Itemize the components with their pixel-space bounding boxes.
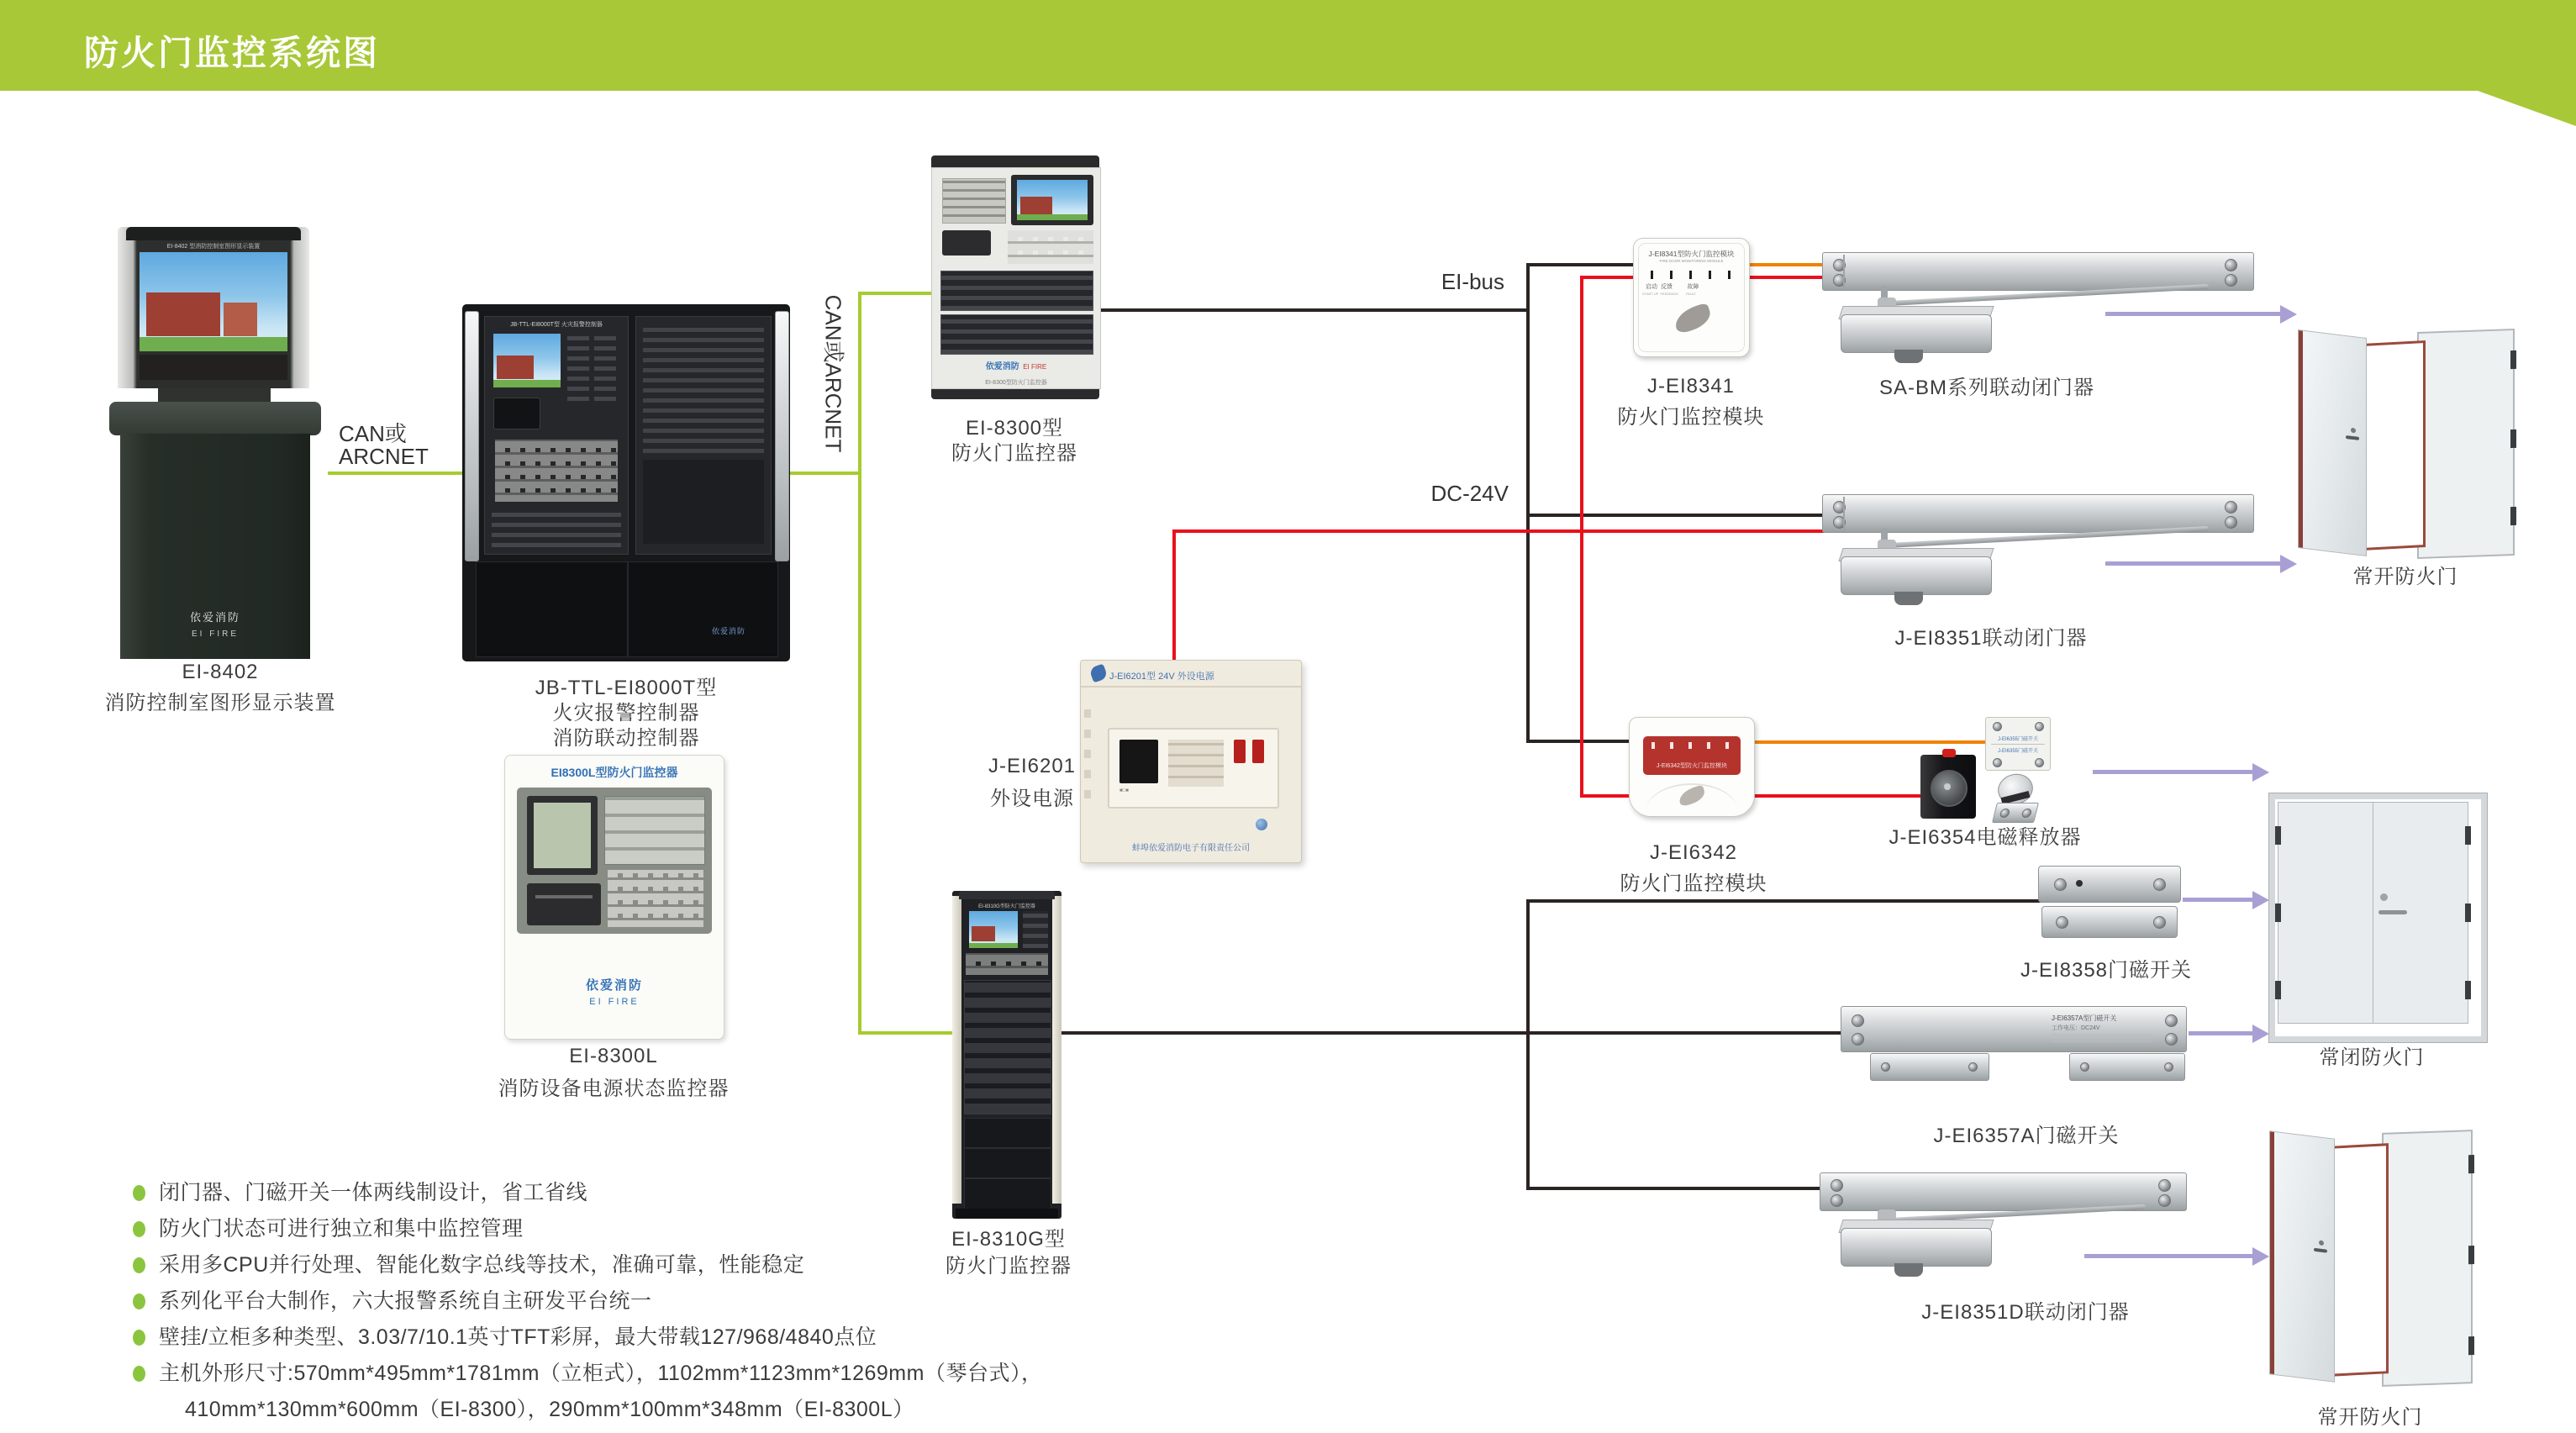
caption-jei6342-1: J-EI6342 bbox=[1649, 841, 1738, 864]
jei6357a-bar-sub: 工作电压：DC24V bbox=[2052, 1025, 2100, 1031]
ei8300-led-grid bbox=[942, 178, 1006, 224]
bullet-icon bbox=[133, 1293, 145, 1309]
jei6354-release-button bbox=[1942, 749, 1956, 757]
jei6201-display bbox=[1119, 740, 1158, 783]
device-jei6354-magnet bbox=[1920, 755, 1976, 819]
device-jei6354-plate bbox=[1993, 774, 2036, 823]
jei8358-lower-block bbox=[2041, 906, 2178, 938]
caption-door-closed: 常闭防火门 bbox=[2319, 1046, 2425, 1069]
caption-jei8358: J-EI8358门磁开关 bbox=[2020, 959, 2193, 982]
device-jei6354-pcb bbox=[1985, 717, 2051, 771]
device-jei8341: J-EI8341型防火门监控模块 FIRE DOOR MONITORING MODULE 启动 反馈 故障 START UP FEEDBACK FAULT bbox=[1633, 238, 1750, 357]
wire-can-to-ei8310g bbox=[860, 1031, 956, 1035]
bullet-icon bbox=[133, 1330, 145, 1346]
device-jbttl-cabinet bbox=[462, 304, 790, 661]
door2-leaf-left bbox=[2278, 802, 2373, 1024]
wire-red-psu-horizontal bbox=[1172, 529, 1825, 533]
jei6357a-magnet-left bbox=[1870, 1053, 1989, 1081]
arrow-line-releaser-door bbox=[2093, 770, 2254, 774]
caption-jei8351d: J-EI8351D联动闭门器 bbox=[1921, 1301, 2130, 1324]
caption-ei8310g-2: 防火门监控器 bbox=[946, 1255, 1072, 1278]
wire-orange-jei8341-closer1 bbox=[1748, 263, 1824, 266]
jei6342-red-band bbox=[1643, 736, 1741, 775]
caption-ei8402-2: 消防控制室图形显示装置 bbox=[104, 692, 336, 714]
feature-item-continuation: 410mm*130mm*600mm（EI-8300），290mm*100mm*348mm（EI-8300L） bbox=[185, 1398, 914, 1421]
jei6342-panel-title: J-EI6342型防火门监控模块 bbox=[1656, 763, 1728, 769]
cabinet-led-banks bbox=[643, 327, 764, 453]
caption-jbttl-2: 火灾报警控制器 bbox=[552, 702, 700, 724]
ei8300-switch-row-1 bbox=[940, 271, 1093, 311]
door1-frame-panel bbox=[2417, 329, 2515, 559]
door1-opening bbox=[2362, 340, 2426, 551]
device-jei6342 bbox=[1629, 717, 1755, 817]
wire-black-to-jei8341 bbox=[1526, 263, 1636, 266]
ei8300-keypad bbox=[1008, 230, 1093, 264]
device-ei8402 bbox=[109, 227, 321, 659]
ei8300l-lcd bbox=[527, 796, 598, 875]
cabinet-led-column bbox=[567, 334, 589, 401]
device-door-open-top bbox=[2298, 330, 2516, 554]
jei6354-pcb-label-2: J-EI6355门磁开关 bbox=[1997, 749, 2038, 754]
jei6201-label-grid bbox=[1168, 740, 1224, 787]
caption-jbttl-1: JB-TTL-EI8000T型 bbox=[535, 677, 718, 699]
arrow-head-closer2-door bbox=[2280, 555, 2297, 573]
arrow-line-jei8358-door bbox=[2183, 898, 2254, 902]
feature-item: 壁挂/立柜多种类型、3.03/7/10.1英寸TFT彩屏，最大带载127/968/4840点位 bbox=[133, 1320, 1042, 1356]
label-can1: CAN或 bbox=[339, 421, 407, 446]
jei6201-switch-2 bbox=[1252, 740, 1264, 763]
arrow-head-jei8351d-door bbox=[2252, 1247, 2269, 1266]
caption-jei8341-2: 防火门监控模块 bbox=[1617, 406, 1765, 429]
cabinet-printer bbox=[493, 398, 540, 429]
device-sabm-closer bbox=[1822, 252, 2252, 366]
label-dc24v: DC-24V bbox=[1430, 481, 1509, 506]
caption-jei6342-2: 防火门监控模块 bbox=[1620, 872, 1767, 895]
caption-jbttl-3: 消防联动控制器 bbox=[552, 727, 700, 750]
device-jei6357a bbox=[1841, 1006, 2185, 1080]
ei8300-printer bbox=[942, 230, 991, 256]
feature-list bbox=[133, 1175, 1042, 1428]
jei6357a-magnet-right bbox=[2069, 1053, 2185, 1081]
feature-item: 系列化平台大制作，六大报警系统自主研发平台统一 bbox=[133, 1283, 1042, 1320]
bullet-icon bbox=[133, 1221, 145, 1237]
wire-can-trunk bbox=[858, 292, 861, 1035]
wire-red-trunk bbox=[1580, 276, 1583, 798]
ei8310g-screen bbox=[969, 911, 1018, 948]
label-ei-bus: EI-bus bbox=[1441, 269, 1504, 294]
jei8351-body bbox=[1841, 548, 1990, 595]
cabinet-logo: 依爱消防 bbox=[711, 627, 745, 635]
cabinet-panel-title: JB-TTL-EI8000T型 火灾报警控制器 bbox=[510, 322, 603, 328]
caption-jei6201-2: 外设电源 bbox=[990, 788, 1074, 810]
wire-eibus-horizontal bbox=[1099, 308, 1530, 312]
ei8402-body bbox=[120, 434, 310, 659]
jei8341-led-sub: START UP FEEDBACK FAULT bbox=[1642, 292, 1697, 296]
ei8300-logo: 依爱消防 EI FIRE EI-8300型防火门监控器 bbox=[985, 362, 1047, 386]
jei6354-pcb-label-1: J-EI6355门磁开关 bbox=[1997, 737, 2038, 742]
cabinet-rail-left bbox=[465, 311, 479, 561]
wire-black-trunk-lower bbox=[1526, 899, 1530, 1190]
caption-jei6201-1: J-EI6201 bbox=[988, 755, 1077, 777]
caption-jei8351: J-EI8351联动闭门器 bbox=[1894, 627, 2088, 650]
cabinet-panel-left bbox=[484, 316, 629, 555]
jei6201-window: ■□■ bbox=[1108, 728, 1279, 809]
caption-ei8300-1: EI-8300型 bbox=[965, 417, 1064, 440]
ei8300l-led-labels bbox=[604, 796, 705, 865]
jei8341-led-slots bbox=[1651, 271, 1732, 279]
ei8300-switch-row-2 bbox=[940, 314, 1093, 355]
wire-black-trunk-upper bbox=[1526, 263, 1530, 743]
ei8310g-keypad bbox=[966, 953, 1048, 975]
ei8300l-logo: 依爱消防 EI FIRE bbox=[585, 978, 643, 1007]
header-bar bbox=[0, 0, 2576, 91]
door2-handle bbox=[2378, 910, 2407, 914]
door1-handle bbox=[2346, 435, 2359, 440]
cabinet-screen bbox=[493, 334, 561, 387]
caption-door-open-top: 常开防火门 bbox=[2352, 566, 2458, 588]
ei8300l-printer bbox=[527, 883, 601, 925]
ei8310g-panel-title: EI-8310G型防火门监控器 bbox=[978, 904, 1035, 909]
jei8358-upper-block bbox=[2038, 866, 2181, 903]
arrow-head-jei6357a-door bbox=[2252, 1025, 2269, 1043]
wire-red-to-jei6342 bbox=[1580, 794, 1634, 798]
ei8310g-switch-banks bbox=[964, 980, 1051, 1114]
ei8402-logo: 依爱消防 EI FIRE bbox=[189, 611, 240, 639]
caption-jei6357a: J-EI6357A门磁开关 bbox=[1933, 1125, 2120, 1147]
caption-ei8300-2: 防火门监控器 bbox=[951, 442, 1077, 465]
arrow-line-jei6357a-door bbox=[2189, 1031, 2254, 1035]
jei6357a-bar bbox=[1841, 1006, 2187, 1052]
caption-ei8310g-1: EI-8310G型 bbox=[951, 1228, 1066, 1251]
arrow-head-jei8358-door bbox=[2252, 891, 2269, 909]
door3-handle bbox=[2314, 1248, 2327, 1253]
bullet-icon bbox=[133, 1257, 145, 1273]
bullet-icon bbox=[133, 1185, 145, 1201]
ei8300-body bbox=[931, 167, 1101, 389]
jei6201-footer: 蚌埠依爱消防电子有限责任公司 bbox=[1132, 844, 1250, 853]
caption-door-open-bottom: 常开防火门 bbox=[2317, 1406, 2423, 1429]
wire-red-psu-riser bbox=[1172, 529, 1176, 661]
label-can-vertical: CAN或ARCNET bbox=[820, 294, 846, 453]
wire-can-to-ei8300 bbox=[860, 292, 933, 295]
wire-red-jei6342-magnet bbox=[1753, 794, 1922, 798]
sabm-body bbox=[1841, 306, 1990, 353]
ei8402-screen bbox=[140, 252, 287, 351]
jei6357a-bar-label: J-EI6357A型门磁开关 bbox=[2052, 1014, 2117, 1022]
jei6201-panel-title: J-EI6201型 24V 外设电源 bbox=[1109, 672, 1214, 682]
door2-leaf-right bbox=[2373, 802, 2468, 1024]
cabinet-rail-right bbox=[775, 311, 789, 561]
device-door-closed bbox=[2269, 793, 2487, 1042]
device-jei8351-closer bbox=[1822, 494, 2252, 608]
wire-orange-jei6342-pcb bbox=[1753, 740, 1987, 744]
wire-black-to-jei8351d bbox=[1526, 1187, 1822, 1190]
caption-jei6354: J-EI6354电磁释放器 bbox=[1889, 826, 2082, 849]
feature-item: 主机外形尺寸:570mm*495mm*1781mm（立柜式），1102mm*1123mm*1269mm（琴台式）， bbox=[133, 1356, 1042, 1392]
door3-open-leaf bbox=[2269, 1130, 2335, 1383]
arrow-head-closer1-door bbox=[2280, 305, 2297, 324]
device-jei6201 bbox=[1080, 660, 1302, 863]
wire-black-ei8310g bbox=[1061, 1031, 1842, 1035]
cabinet-lower-doors bbox=[476, 561, 778, 657]
wire-black-to-jei8358 bbox=[1526, 899, 2041, 903]
jei8351d-body bbox=[1841, 1216, 1990, 1268]
ei8310g-led-panel bbox=[1023, 911, 1048, 948]
feature-item: 闭门器、门磁开关一体两线制设计，省工省线 bbox=[133, 1175, 1042, 1211]
door3-opening bbox=[2330, 1143, 2389, 1377]
door1-open-leaf bbox=[2298, 329, 2367, 556]
ei8300l-keypad bbox=[608, 870, 703, 927]
door3-frame-panel bbox=[2382, 1130, 2473, 1387]
device-door-open-bottom bbox=[2269, 1130, 2474, 1383]
caption-ei8402-1: EI-8402 bbox=[182, 661, 259, 683]
bullet-icon bbox=[133, 1366, 145, 1382]
jei8341-panel-title: J-EI8341型防火门监控模块 bbox=[1648, 250, 1735, 258]
label-can2: ARCNET bbox=[339, 444, 429, 469]
ei8300l-control-area bbox=[517, 788, 712, 934]
door2-lock bbox=[2380, 893, 2388, 901]
arrow-head-releaser-door bbox=[2252, 763, 2269, 782]
caption-ei8300l-1: EI-8300L bbox=[569, 1045, 658, 1067]
jei6201-lock-knob bbox=[1256, 819, 1267, 830]
ei8300-screen-bezel bbox=[1011, 175, 1093, 225]
caption-ei8300l-2: 消防设备电源状态监控器 bbox=[498, 1077, 730, 1100]
feature-item: 采用多CPU并行处理、智能化数字总线等技术，准确可靠，性能稳定 bbox=[133, 1247, 1042, 1283]
ei8300l-panel-title: EI8300L型防火门监控器 bbox=[550, 766, 678, 779]
ei8402-desk bbox=[109, 402, 321, 435]
cabinet-keypad bbox=[495, 440, 618, 502]
caption-jei8341-1: J-EI8341 bbox=[1646, 375, 1736, 398]
device-ei8300 bbox=[931, 155, 1099, 399]
feature-item: 防火门状态可进行独立和集中监控管理 bbox=[133, 1211, 1042, 1247]
cabinet-panel-right bbox=[635, 316, 772, 555]
ei8402-panel-title: EI-8402 型消防控制室图形显示装置 bbox=[166, 244, 261, 250]
device-ei8300l bbox=[504, 755, 724, 1040]
device-ei8310g bbox=[952, 891, 1061, 1219]
jei6201-switch-1 bbox=[1234, 740, 1246, 763]
device-jei8351d-closer bbox=[1820, 1172, 2185, 1282]
wire-black-to-closer2 bbox=[1526, 514, 1825, 517]
caption-sabm: SA-BM系列联动闭门器 bbox=[1878, 377, 2095, 399]
page-title: 防火门监控系统图 bbox=[84, 34, 380, 72]
header-corner-wedge bbox=[2478, 91, 2576, 126]
ei8402-monitor-frame bbox=[118, 227, 309, 388]
cabinet-switch-row bbox=[492, 508, 621, 547]
jei6201-brand-mark bbox=[1088, 663, 1108, 682]
jei8341-panel-sub: FIRE DOOR MONITORING MODULE bbox=[1659, 259, 1724, 263]
device-jei8358 bbox=[2038, 866, 2179, 936]
